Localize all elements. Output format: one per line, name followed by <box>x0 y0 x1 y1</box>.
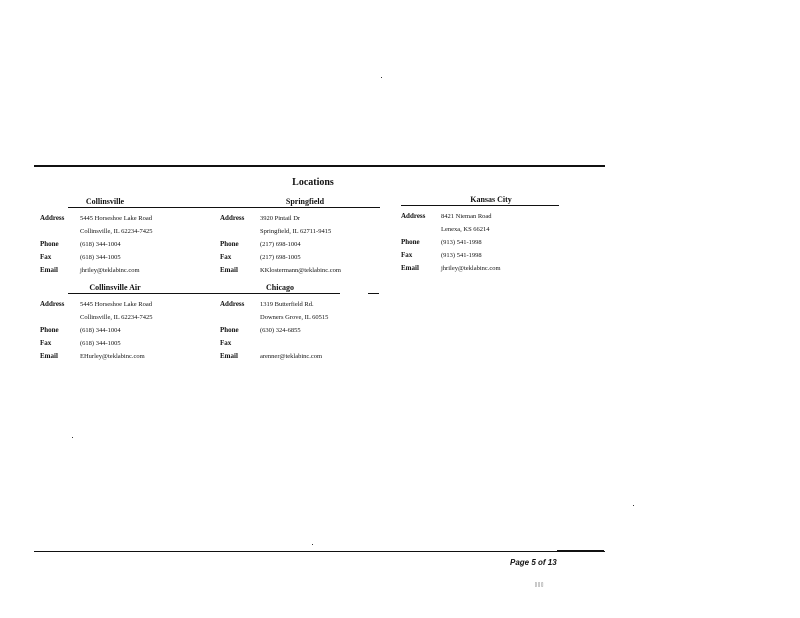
address-row-2 <box>220 313 328 322</box>
fax-row <box>220 339 260 348</box>
fax-value: (913) 541-1998 <box>441 252 482 259</box>
address-line2: Downers Grove, IL 60515 <box>260 314 329 321</box>
fax-row <box>40 253 121 262</box>
fax-value: (618) 344-1005 <box>80 254 121 261</box>
phone-label: Phone <box>40 240 59 248</box>
fax-row <box>220 253 301 262</box>
scan-speck <box>381 77 382 78</box>
email-label: Email <box>401 264 419 272</box>
address-line2: Collinsville, IL 62234-7425 <box>80 314 153 321</box>
phone-row <box>401 238 482 247</box>
email-label: Email <box>220 266 238 274</box>
address-label: Address <box>40 214 65 222</box>
email-row <box>401 264 501 273</box>
fax-label: Fax <box>220 253 232 261</box>
phone-value: (618) 344-1004 <box>80 327 121 334</box>
address-line2: Springfield, IL 62711-9415 <box>260 228 332 235</box>
phone-label: Phone <box>220 240 239 248</box>
address-label: Address <box>220 214 245 222</box>
phone-row <box>40 240 121 249</box>
address-row <box>401 212 492 221</box>
address-line1: 5445 Horseshoe Lake Road <box>80 215 153 222</box>
address-row <box>40 300 152 309</box>
address-line1: 3920 Pintail Dr <box>260 215 301 222</box>
address-row <box>220 300 314 309</box>
address-row <box>220 214 300 223</box>
location-name-underline <box>220 293 340 294</box>
address-line1: 1319 Butterfield Rd. <box>260 301 314 308</box>
location-name: Collinsville <box>85 197 125 206</box>
phone-label: Phone <box>401 238 420 246</box>
address-line1: 5445 Horseshoe Lake Road <box>80 301 153 308</box>
address-row-2 <box>40 313 153 322</box>
phone-value: (618) 344-1004 <box>80 241 121 248</box>
phone-value: (217) 698-1004 <box>260 241 301 248</box>
page-title: Locations <box>292 177 334 188</box>
scan-speck <box>312 544 313 545</box>
address-row-2 <box>401 225 490 234</box>
email-value: KKlostermann@teklabinc.com <box>260 267 341 274</box>
location-name-underline <box>401 205 559 206</box>
email-row <box>40 266 140 275</box>
email-value: jhriley@teklabinc.com <box>80 267 140 274</box>
email-value: jhriley@teklabinc.com <box>441 265 501 272</box>
location-name-underline-tail <box>368 293 379 294</box>
phone-label: Phone <box>220 326 239 334</box>
address-label: Address <box>220 300 245 308</box>
location-name: Kansas City <box>470 195 512 204</box>
email-row <box>220 352 322 361</box>
page-number: Page 5 of 13 <box>510 558 557 567</box>
address-line2: Lenexa, KS 66214 <box>441 226 490 233</box>
location-name-underline <box>68 293 238 294</box>
address-label: Address <box>40 300 65 308</box>
header-rule <box>34 165 605 167</box>
phone-label: Phone <box>40 326 59 334</box>
email-label: Email <box>40 266 58 274</box>
fax-label: Fax <box>40 253 52 261</box>
fax-value: (217) 698-1005 <box>260 254 301 261</box>
email-value: arenner@teklabinc.com <box>260 353 323 360</box>
email-label: Email <box>40 352 58 360</box>
fax-label: Fax <box>40 339 52 347</box>
location-name: Springfield <box>285 197 325 206</box>
location-name-underline <box>220 207 380 208</box>
email-label: Email <box>220 352 238 360</box>
address-line2: Collinsville, IL 62234-7425 <box>80 228 153 235</box>
scan-speck <box>72 437 73 438</box>
fax-label: Fax <box>220 339 232 347</box>
footer-rule-accent <box>557 550 604 551</box>
address-line1: 8421 Nieman Road <box>441 213 492 220</box>
location-name: Collinsville Air <box>89 283 141 292</box>
location-name: Chicago <box>266 283 294 292</box>
phone-row <box>220 326 301 335</box>
phone-value: (630) 324-6855 <box>260 327 301 334</box>
email-value: EHurley@teklabinc.com <box>80 353 145 360</box>
email-row <box>40 352 145 361</box>
scan-speck <box>633 505 634 506</box>
scan-stamp-mark: ▯▯▯ <box>534 581 544 588</box>
phone-row <box>220 240 301 249</box>
address-row <box>40 214 152 223</box>
fax-value: (618) 344-1005 <box>80 340 121 347</box>
fax-label: Fax <box>401 251 413 259</box>
address-label: Address <box>401 212 426 220</box>
fax-row <box>401 251 482 260</box>
location-name-underline <box>68 207 238 208</box>
address-row-2 <box>40 227 153 236</box>
address-row-2 <box>220 227 331 236</box>
email-row <box>220 266 341 275</box>
phone-row <box>40 326 121 335</box>
fax-row <box>40 339 121 348</box>
footer-rule <box>34 551 605 552</box>
phone-value: (913) 541-1998 <box>441 239 482 246</box>
